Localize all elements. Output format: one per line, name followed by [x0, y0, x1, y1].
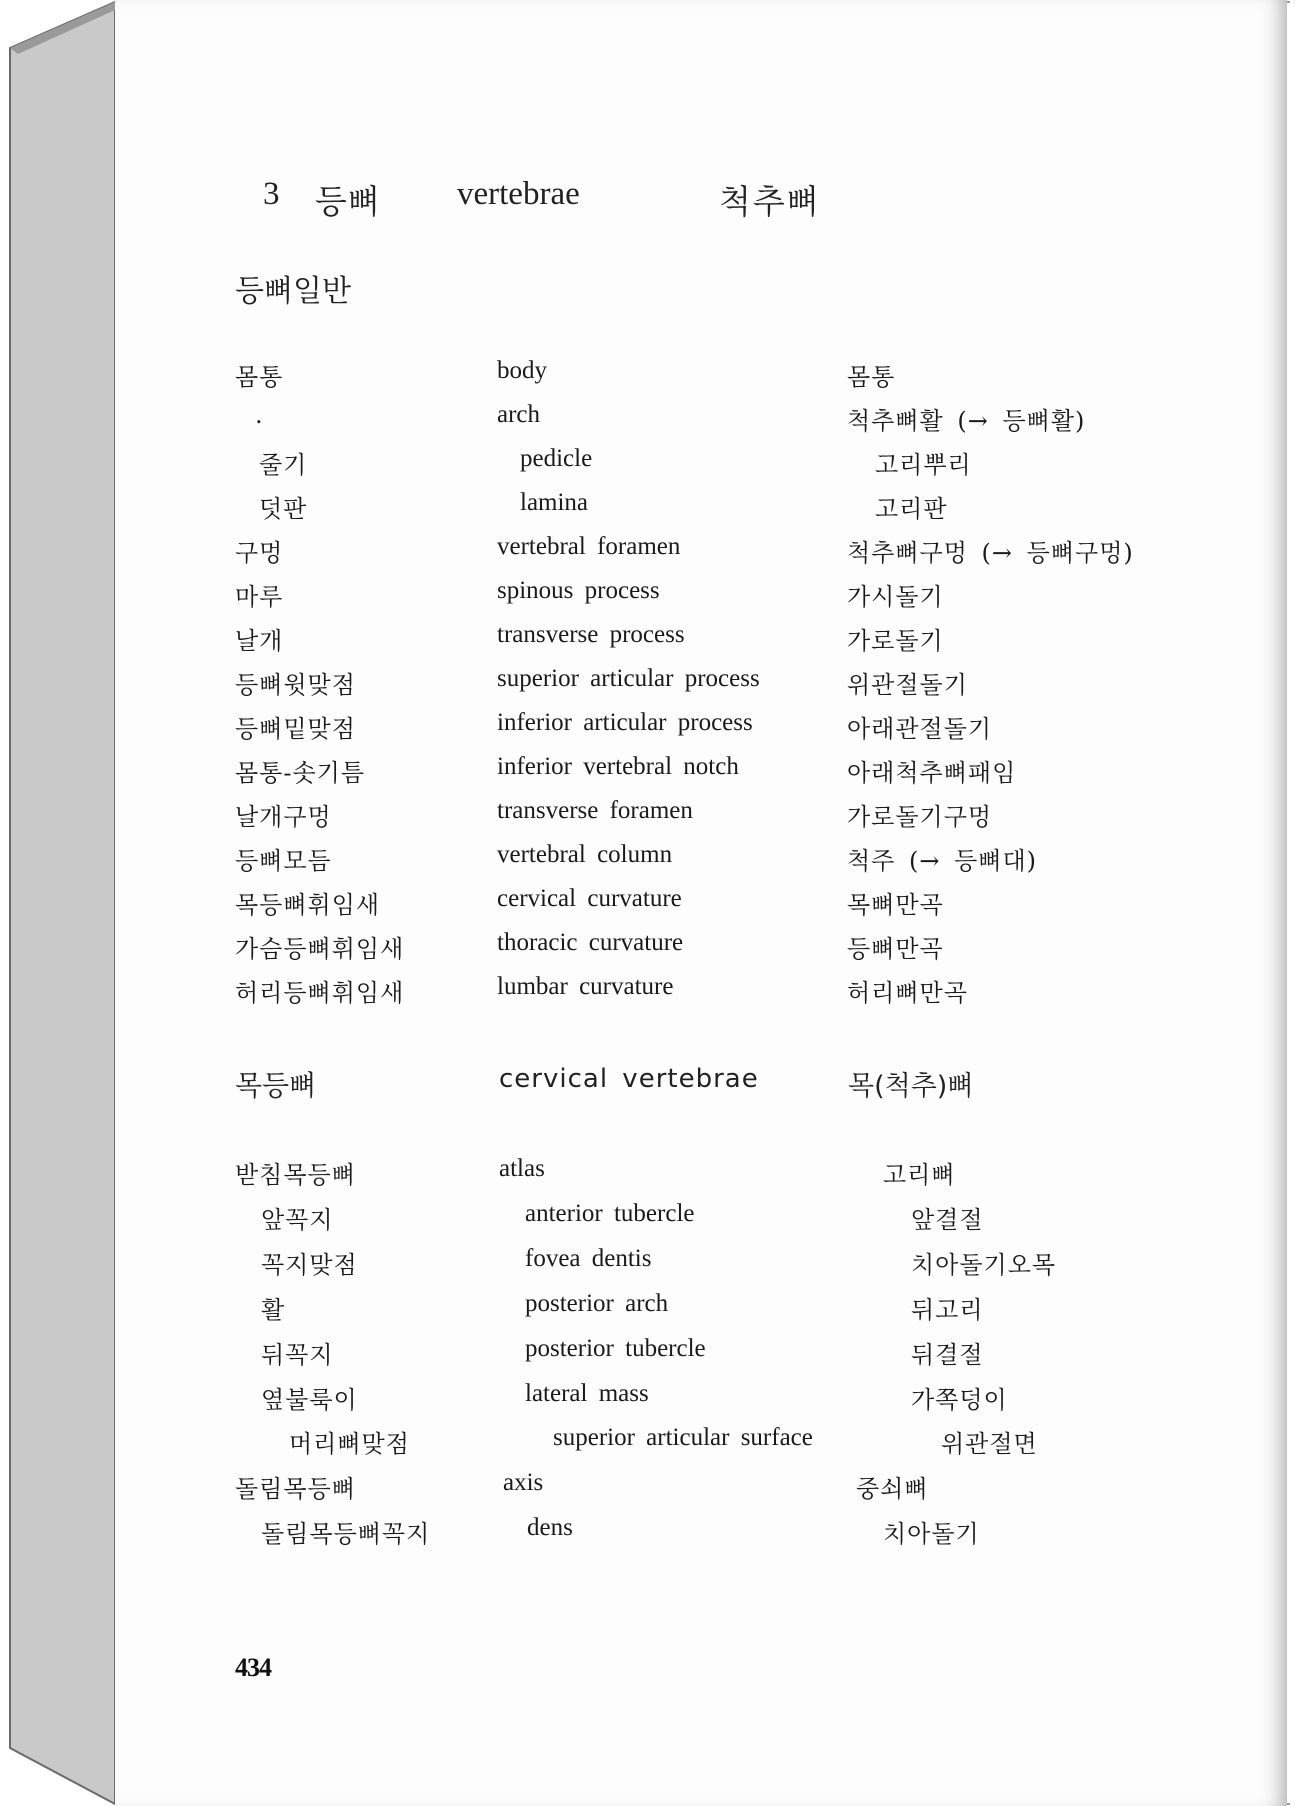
term-korean: 날개 — [235, 627, 284, 655]
term-row — [115, 973, 1287, 1013]
chapter-number: 3 — [263, 176, 280, 212]
term-row — [115, 929, 1287, 969]
term-korean: 몸통-솟기틈 — [235, 759, 366, 787]
term-alt: 가시돌기 — [847, 583, 944, 611]
term-korean: 등뼈윗맞점 — [235, 671, 356, 699]
term-alt: 가쪽덩이 — [911, 1386, 1008, 1414]
term-row — [115, 401, 1287, 441]
term-english: atlas — [499, 1155, 545, 1182]
term-english: pedicle — [520, 445, 593, 472]
term-alt: 고리뼈 — [883, 1161, 956, 1189]
term-alt: 몸통 — [847, 363, 896, 391]
term-korean: 날개구멍 — [235, 803, 332, 831]
term-alt: 목뼈만곡 — [847, 891, 944, 919]
chapter-title-english: vertebrae — [457, 176, 580, 212]
section-header-cervical — [115, 1064, 1287, 1104]
section-title-cervical-english: cervical vertebrae — [499, 1064, 759, 1094]
term-row — [115, 489, 1287, 529]
term-korean: 받침목등뼈 — [235, 1161, 356, 1189]
term-english: lamina — [520, 489, 589, 516]
term-english: body — [497, 357, 547, 384]
term-row — [115, 1155, 1287, 1195]
term-alt: 뒤고리 — [911, 1296, 984, 1324]
term-row — [115, 885, 1287, 925]
term-korean: 구멍 — [235, 539, 284, 567]
term-row — [115, 665, 1287, 705]
term-alt: 가로돌기 — [847, 627, 944, 655]
term-korean: 목등뼈휘임새 — [235, 891, 381, 919]
term-korean: 가슴등뼈휘임새 — [235, 935, 405, 963]
term-korean: 꼭지맞점 — [261, 1251, 358, 1279]
term-alt: 아래척추뼈패임 — [847, 759, 1017, 787]
term-korean: 활 — [261, 1296, 286, 1324]
term-english: anterior tubercle — [525, 1200, 695, 1227]
term-alt: 등뼈만곡 — [847, 935, 944, 963]
term-alt: 중쇠뼈 — [856, 1475, 929, 1503]
term-row — [115, 1200, 1287, 1240]
term-english: transverse process — [497, 621, 685, 648]
page — [115, 0, 1287, 1806]
term-english: arch — [497, 401, 541, 428]
term-english: superior articular surface — [553, 1424, 813, 1451]
term-row — [115, 1380, 1287, 1420]
term-row — [115, 1245, 1287, 1285]
term-english: dens — [527, 1514, 573, 1541]
term-row — [115, 709, 1287, 749]
term-row — [115, 533, 1287, 573]
term-alt: 아래관절돌기 — [847, 715, 993, 743]
term-row — [115, 577, 1287, 617]
term-english: cervical curvature — [497, 885, 682, 912]
term-english: vertebral foramen — [497, 533, 681, 560]
term-korean: 마루 — [235, 583, 284, 611]
term-alt: 치아돌기오목 — [911, 1251, 1057, 1279]
term-alt: 척추뼈활 (→ 등뼈활) — [847, 407, 1086, 435]
term-row — [115, 753, 1287, 793]
term-korean: 줄기 — [259, 451, 308, 479]
term-korean: . — [255, 401, 264, 429]
term-row — [115, 1424, 1287, 1464]
term-row — [115, 445, 1287, 485]
term-english: lumbar curvature — [497, 973, 674, 1000]
term-english: spinous process — [497, 577, 660, 604]
term-korean: 머리뼈맞점 — [289, 1430, 410, 1458]
term-korean: 등뼈밑맞점 — [235, 715, 356, 743]
section-title-general: 등뼈일반 — [235, 274, 351, 309]
term-english: fovea dentis — [525, 1245, 652, 1272]
term-korean: 허리등뼈휘임새 — [235, 979, 405, 1007]
term-alt: 뒤결절 — [911, 1341, 984, 1369]
term-english: posterior arch — [525, 1290, 669, 1317]
term-alt: 고리뿌리 — [875, 451, 972, 479]
term-korean: 몸통 — [235, 363, 284, 391]
term-alt: 허리뼈만곡 — [847, 979, 968, 1007]
term-english: thoracic curvature — [497, 929, 684, 956]
term-row — [115, 1469, 1287, 1509]
section-title-cervical: 목등뼈 — [235, 1069, 317, 1102]
term-english: transverse foramen — [497, 797, 693, 824]
term-alt: 고리판 — [875, 495, 948, 523]
term-english: superior articular process — [497, 665, 760, 692]
term-row — [115, 1514, 1287, 1554]
term-korean: 뒤꼭지 — [261, 1341, 334, 1369]
term-english: axis — [503, 1469, 544, 1496]
term-english: inferior vertebral notch — [497, 753, 739, 780]
term-alt: 치아돌기 — [883, 1520, 980, 1548]
term-row — [115, 841, 1287, 881]
term-korean: 덧판 — [259, 495, 308, 523]
term-english: lateral mass — [525, 1380, 649, 1407]
term-row — [115, 1290, 1287, 1330]
term-alt: 위관절면 — [941, 1430, 1038, 1458]
term-korean: 돌림목등뼈 — [235, 1475, 356, 1503]
term-alt: 척주 (→ 등뼈대) — [847, 847, 1038, 875]
term-korean: 돌림목등뼈꼭지 — [261, 1520, 431, 1548]
term-english: vertebral column — [497, 841, 673, 868]
section-title-cervical-alt: 목(척추)뼈 — [848, 1071, 974, 1102]
term-alt: 가로돌기구멍 — [847, 803, 993, 831]
term-alt: 앞결절 — [911, 1206, 984, 1234]
page-number: 434 — [235, 1653, 271, 1682]
chapter-title-korean: 등뼈 — [315, 185, 381, 221]
chapter-title-korean-alt: 척추뼈 — [719, 185, 821, 221]
term-english: posterior tubercle — [525, 1335, 706, 1362]
term-alt: 위관절돌기 — [847, 671, 968, 699]
term-korean: 옆불룩이 — [261, 1386, 358, 1414]
term-korean: 앞꼭지 — [261, 1206, 334, 1234]
term-row — [115, 797, 1287, 837]
term-korean: 등뼈모듬 — [235, 847, 332, 875]
term-row — [115, 621, 1287, 661]
term-row — [115, 357, 1287, 397]
term-english: inferior articular process — [497, 709, 753, 736]
term-alt: 척추뼈구멍 (→ 등뼈구멍) — [847, 539, 1134, 567]
term-row — [115, 1335, 1287, 1375]
